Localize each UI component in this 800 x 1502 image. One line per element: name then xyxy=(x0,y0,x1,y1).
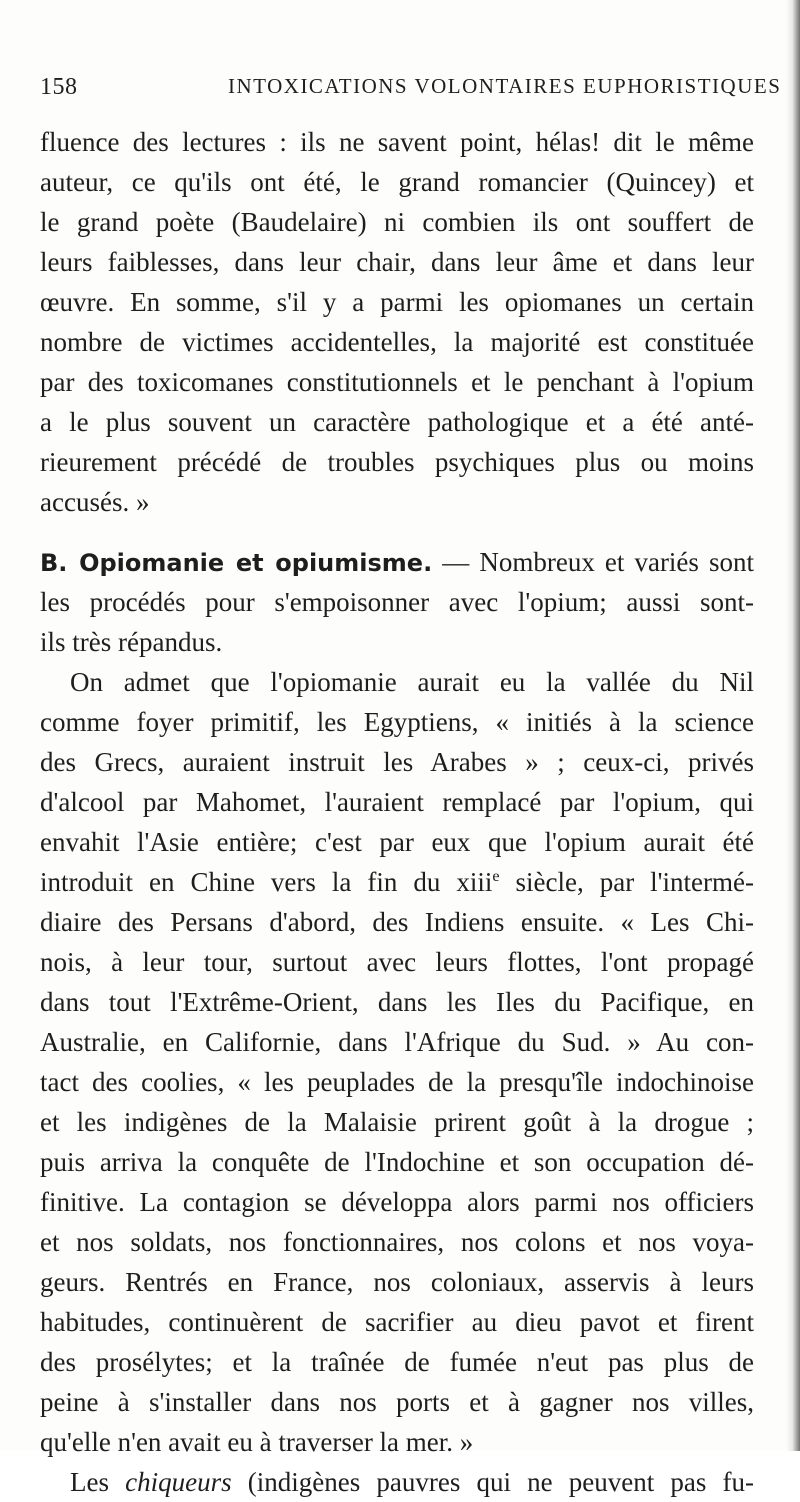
section-heading-rest: — Nombreux et variés sont xyxy=(432,547,755,577)
text-line: dans tout l'Extrême-Orient, dans les Iles du Pacifique, en xyxy=(40,987,754,1017)
italic-term: chiqueurs xyxy=(125,1467,232,1497)
paragraph-suffix: (indigènes pauvres qui ne peuvent pas fu- xyxy=(231,1467,755,1497)
century-superscript: e xyxy=(492,867,500,885)
text-line: Australie, en Californie, dans l'Afrique du Sud. » Au con- xyxy=(40,1027,754,1057)
text-line: a le plus souvent un caractère pathologique et a été anté- xyxy=(40,407,754,437)
text-line: fluence des lectures : ils ne savent point, hélas! dit le même xyxy=(40,127,754,157)
text-line xyxy=(40,862,754,902)
century-text-before: introduit en Chine vers la fin du xiii xyxy=(40,867,493,897)
text-line: qu'elle n'en avait eu à traverser la mer. » xyxy=(40,1427,474,1457)
text-line: et les indigènes de la Malaisie prirent goût à la drogue ; xyxy=(40,1107,754,1137)
text-line: des prosélytes; et la traînée de fumée n'eut pas plus de xyxy=(40,1347,754,1377)
page-header xyxy=(40,74,782,114)
text-line: On admet que l'opiomanie aurait eu la vallée du Nil xyxy=(70,667,754,697)
text-line: finitive. La contagion se développa alors parmi nos officiers xyxy=(40,1187,754,1217)
text-line: geurs. Rentrés en France, nos coloniaux, asservis à leurs xyxy=(40,1267,754,1297)
text-line: accusés. » xyxy=(40,487,150,517)
text-line xyxy=(70,1462,754,1502)
text-line: et nos soldats, nos fonctionnaires, nos colons et nos voya- xyxy=(40,1227,754,1257)
text-line: habitudes, continuèrent de sacrifier au dieu pavot et firent xyxy=(40,1307,754,1337)
text-line: les procédés pour s'empoisonner avec l'opium; aussi sont- xyxy=(40,587,754,617)
text-line: nois, à leur tour, surtout avec leurs flottes, l'ont propagé xyxy=(40,947,754,977)
text-line: envahit l'Asie entière; c'est par eux que l'opium aurait été xyxy=(40,827,754,857)
text-line: auteur, ce qu'ils ont été, le grand romancier (Quincey) et xyxy=(40,167,754,197)
text-line: leurs faiblesses, dans leur chair, dans leur âme et dans leur xyxy=(40,247,754,277)
text-line: tact des coolies, « les peuplades de la presqu'île indochinoise xyxy=(40,1067,754,1097)
text-line: nombre de victimes accidentelles, la majorité est constituée xyxy=(40,327,754,357)
text-line: diaire des Persans d'abord, des Indiens ensuite. « Les Chi- xyxy=(40,907,754,937)
text-line: comme foyer primitif, les Egyptiens, « initiés à la science xyxy=(40,707,754,737)
text-line: des Grecs, auraient instruit les Arabes » ; ceux-ci, privés xyxy=(40,747,754,777)
paragraph-prefix: Les xyxy=(70,1467,126,1497)
century-text-after: siècle, par l'intermé- xyxy=(499,867,754,897)
text-line: le grand poète (Baudelaire) ni combien ils ont souffert de xyxy=(40,207,754,237)
text-line: peine à s'installer dans nos ports et à gagner nos villes, xyxy=(40,1387,754,1417)
page-number: 158 xyxy=(40,74,78,100)
text-line: d'alcool par Mahomet, l'auraient remplacé par l'opium, qui xyxy=(40,787,754,817)
binding-shadow xyxy=(786,0,800,1451)
running-title: INTOXICATIONS VOLONTAIRES EUPHORISTIQUES xyxy=(228,74,782,98)
section-heading-line xyxy=(40,542,754,582)
text-line: rieurement précédé de troubles psychiques plus ou moins xyxy=(40,447,754,477)
section-label: B. Opiomanie et opiumisme. xyxy=(40,549,433,577)
text-line: ils très répandus. xyxy=(40,627,223,657)
text-line: par des toxicomanes constitutionnels et le penchant à l'opium xyxy=(40,367,754,397)
text-line: œuvre. En somme, s'il y a parmi les opiomanes un certain xyxy=(40,287,754,317)
text-line: puis arriva la conquête de l'Indochine et son occupation dé- xyxy=(40,1147,754,1177)
